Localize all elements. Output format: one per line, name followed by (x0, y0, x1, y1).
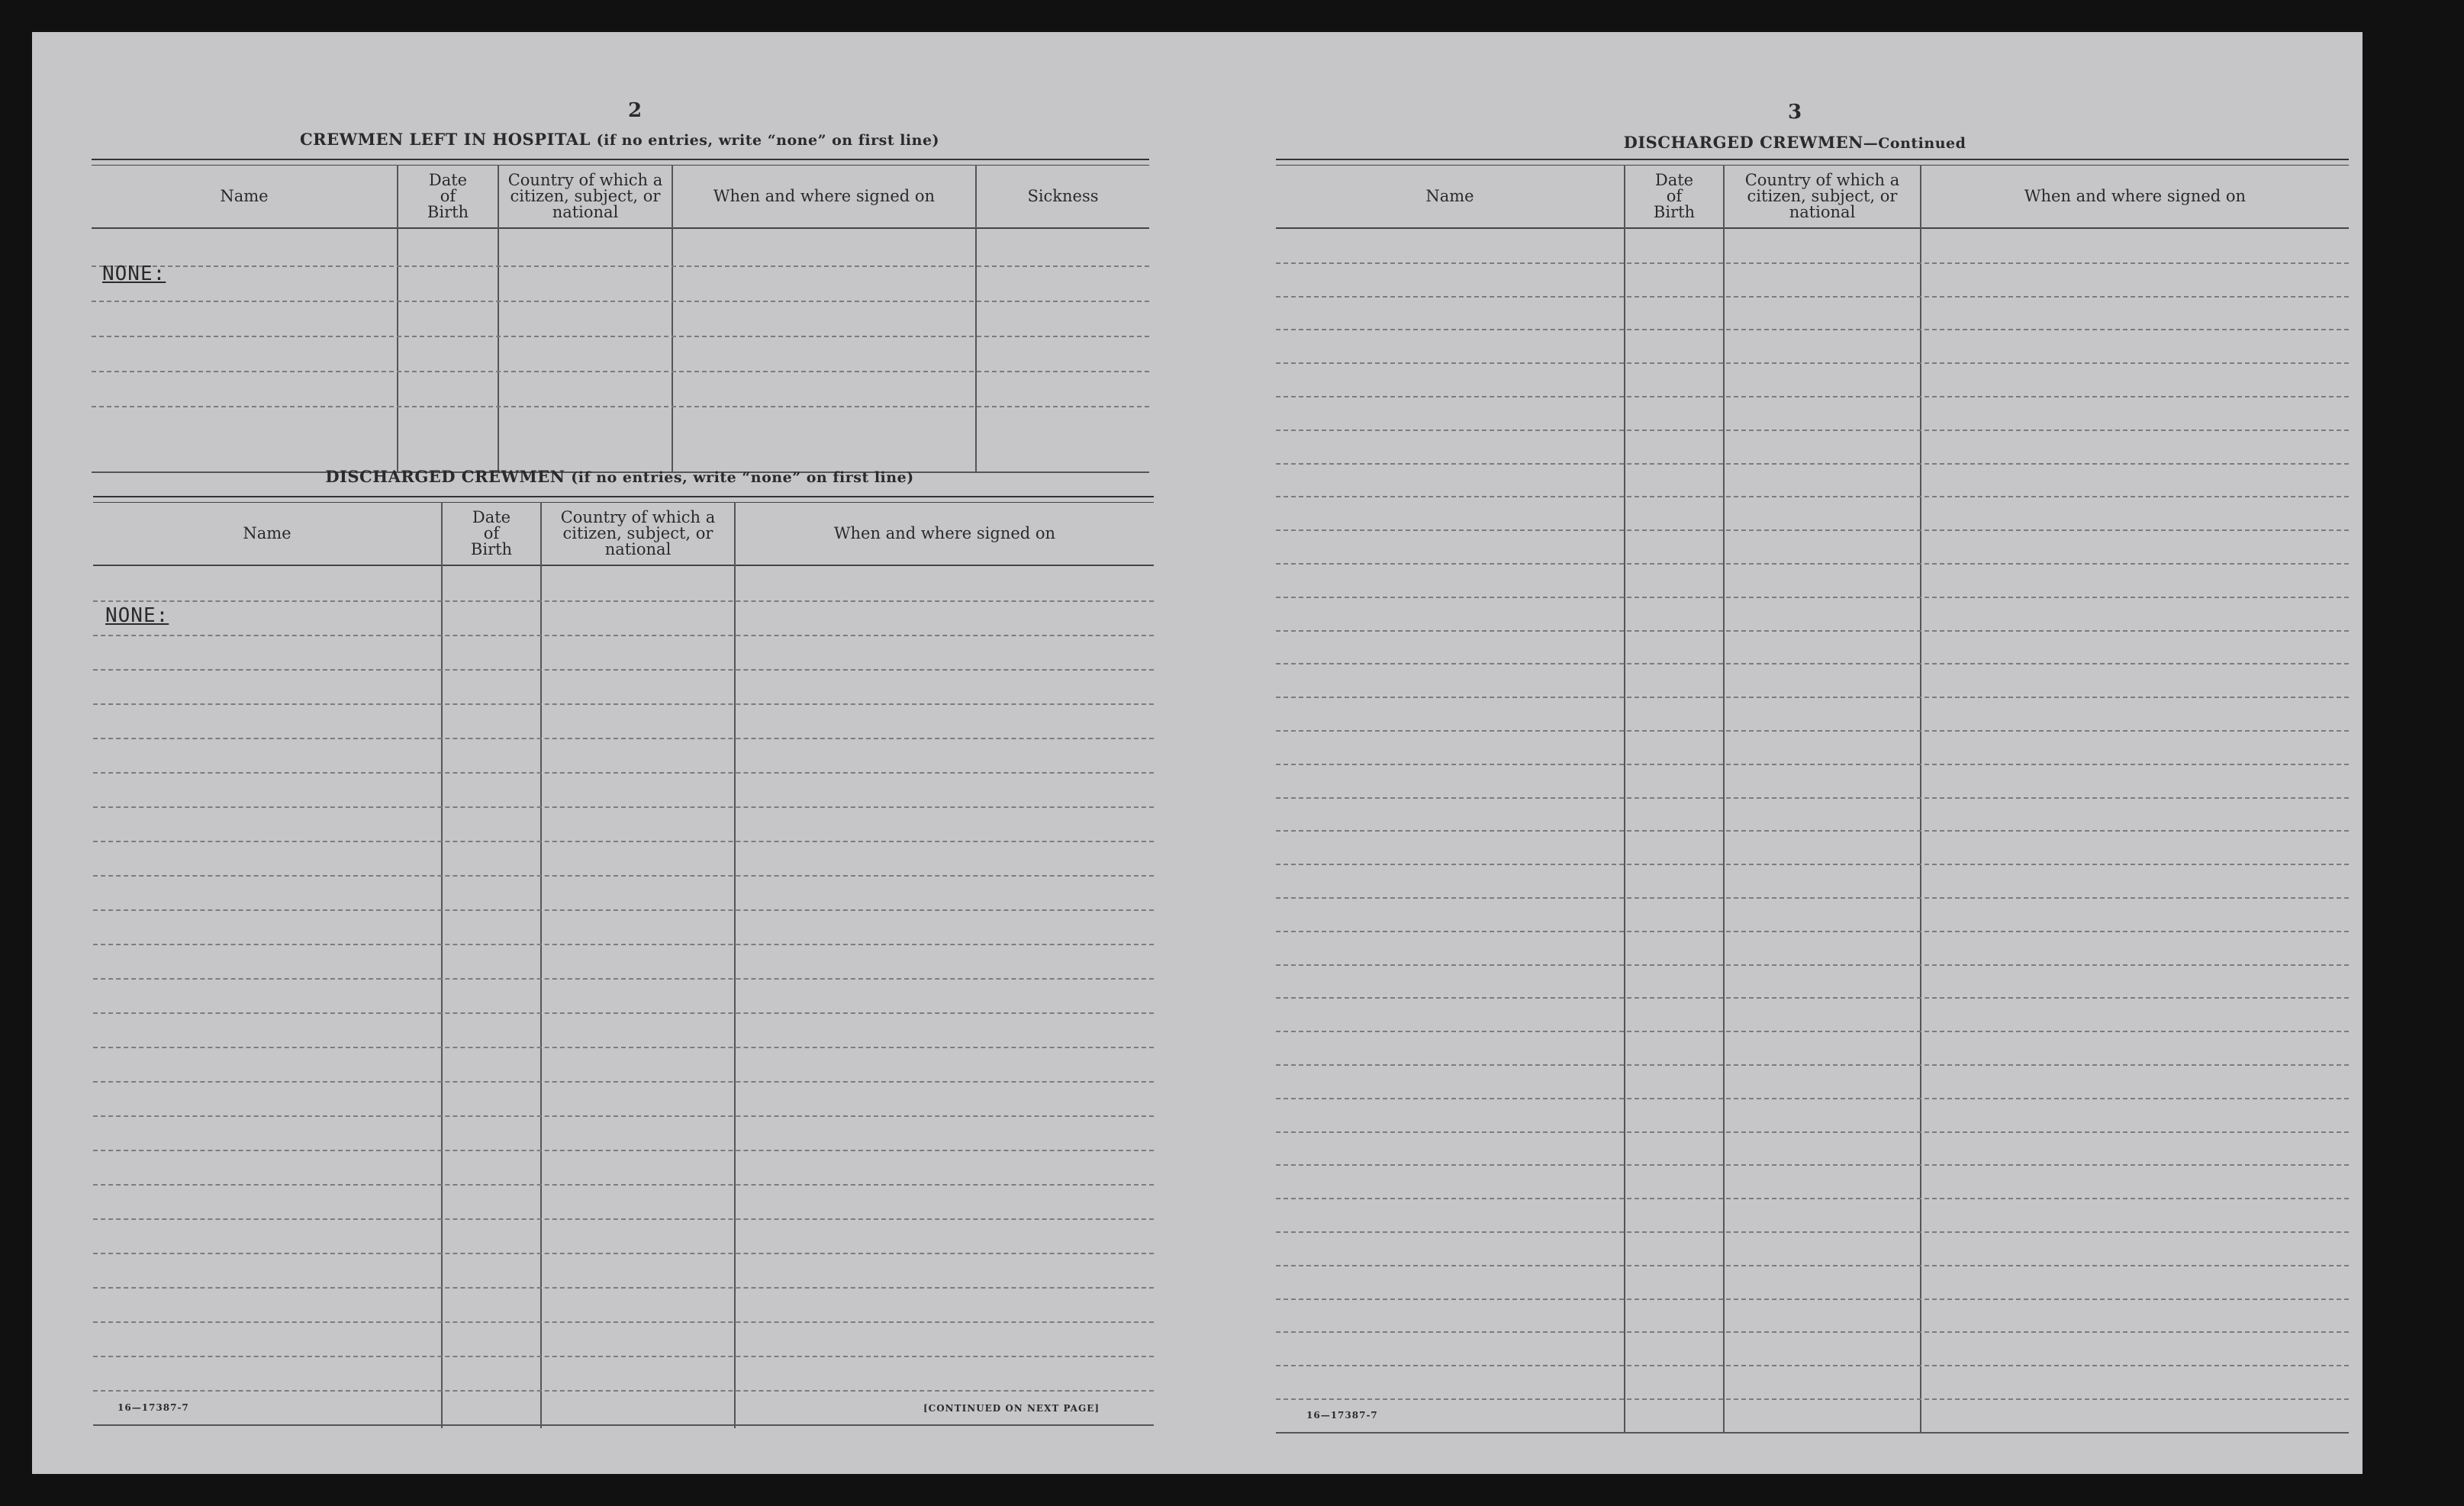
right-page (1238, 32, 2363, 1474)
continued-table-header (1276, 165, 2349, 229)
form-number: 16—17387-7 (1306, 1410, 1378, 1421)
table-row (1276, 1365, 2349, 1400)
col-header-sickness: Sickness (1027, 186, 1099, 205)
table-row (93, 1184, 1154, 1220)
col-header-country: Country of which a citizen, subject, or national (1744, 170, 1900, 221)
table-row (1276, 1231, 2349, 1266)
table-row (1276, 764, 2349, 799)
table-row (1276, 663, 2349, 698)
table-row (93, 635, 1154, 671)
table-row (93, 600, 1154, 636)
discharged-continued-table (1276, 159, 2349, 1433)
table-row (1276, 830, 2349, 865)
discharged-section-title (93, 467, 1146, 486)
table-row (1276, 463, 2349, 498)
table-row (93, 1287, 1154, 1323)
table-row (93, 738, 1154, 774)
table-row (1276, 964, 2349, 999)
discharged-title-instruction: (if no entries, write “none” on first line) (571, 469, 914, 486)
continued-note: [CONTINUED ON NEXT PAGE] (923, 1403, 1100, 1414)
table-row (1276, 1098, 2349, 1133)
table-row (93, 1253, 1154, 1289)
col-header-name: Name (1425, 186, 1474, 205)
table-row (93, 1081, 1154, 1117)
col-header-country: Country of which a citizen, subject, or national (507, 170, 663, 221)
table-row (1276, 897, 2349, 932)
col-header-signed-on: When and where signed on (833, 523, 1056, 542)
table-row (92, 229, 1149, 267)
hospital-table (92, 159, 1149, 473)
table-row (1276, 1331, 2349, 1366)
page-number: 2 (627, 99, 643, 122)
discharged-table (93, 496, 1154, 1428)
table-row (1276, 496, 2349, 531)
continued-title-text: DISCHARGED CREWMEN (1623, 133, 1863, 152)
table-row (1276, 396, 2349, 431)
hospital-table-header (92, 165, 1149, 229)
table-row (1276, 329, 2349, 364)
continued-title-suffix: —Continued (1863, 135, 1966, 152)
col-header-country: Country of which a citizen, subject, or national (560, 507, 716, 558)
table-row (1276, 296, 2349, 331)
table-row (1276, 1064, 2349, 1099)
table-row (93, 944, 1154, 980)
table-row (1276, 797, 2349, 832)
hospital-section-title (93, 130, 1146, 149)
table-row (1276, 697, 2349, 732)
table-row (93, 1012, 1154, 1048)
table-row (92, 406, 1149, 473)
table-row (1276, 529, 2349, 565)
table-row (1276, 1131, 2349, 1167)
hospital-rows (92, 229, 1149, 473)
table-row (1276, 997, 2349, 1032)
col-header-dob: Date of Birth (470, 507, 513, 558)
table-row (1276, 362, 2349, 397)
form-number: 16—17387-7 (118, 1402, 189, 1413)
table-row (93, 1321, 1154, 1357)
table-row (1276, 563, 2349, 598)
table-row (1276, 1298, 2349, 1334)
col-header-dob: Date of Birth (1653, 170, 1696, 221)
table-row (1276, 262, 2349, 298)
discharged-none-entry: NONE: (105, 604, 169, 627)
table-row (1276, 1398, 2349, 1434)
table-row (92, 336, 1149, 372)
continued-rows (1276, 229, 2349, 1433)
table-row (1276, 730, 2349, 765)
hospital-title-text: CREWMEN LEFT IN HOSPITAL (299, 130, 591, 149)
left-page (32, 32, 1192, 1474)
table-row (1276, 931, 2349, 966)
page-number: 3 (1787, 101, 1802, 124)
table-row (92, 265, 1149, 302)
table-row (93, 703, 1154, 739)
discharged-continued-title (1268, 133, 2321, 152)
table-row (93, 1218, 1154, 1254)
table-row (93, 1356, 1154, 1392)
hospital-title-instruction: (if no entries, write “none” on first line) (596, 132, 940, 149)
table-row (93, 978, 1154, 1014)
table-row (93, 806, 1154, 842)
table-row (92, 301, 1149, 337)
table-row (1276, 630, 2349, 665)
table-row (93, 772, 1154, 808)
discharged-table-header (93, 502, 1154, 566)
table-row (93, 1115, 1154, 1151)
hospital-none-entry: NONE: (102, 262, 166, 285)
col-header-name: Name (220, 186, 269, 205)
table-row (93, 566, 1154, 602)
table-row (1276, 430, 2349, 465)
table-row (1276, 1265, 2349, 1300)
col-header-signed-on: When and where signed on (2024, 186, 2247, 205)
col-header-name: Name (243, 523, 291, 542)
table-row (93, 669, 1154, 705)
col-header-dob: Date of Birth (427, 170, 469, 221)
table-row (93, 875, 1154, 911)
table-row (93, 1150, 1154, 1186)
discharged-title-text: DISCHARGED CREWMEN (325, 467, 565, 486)
table-row (1276, 1031, 2349, 1066)
table-row (1276, 1164, 2349, 1199)
table-row (92, 371, 1149, 407)
table-row (1276, 864, 2349, 899)
table-row (93, 841, 1154, 877)
discharged-rows (93, 566, 1154, 1428)
col-header-signed-on: When and where signed on (713, 186, 936, 205)
table-row (1276, 229, 2349, 264)
table-row (93, 1047, 1154, 1083)
table-row (93, 909, 1154, 945)
table-row (1276, 597, 2349, 632)
table-row (1276, 1198, 2349, 1233)
document-sheet (32, 32, 2363, 1474)
